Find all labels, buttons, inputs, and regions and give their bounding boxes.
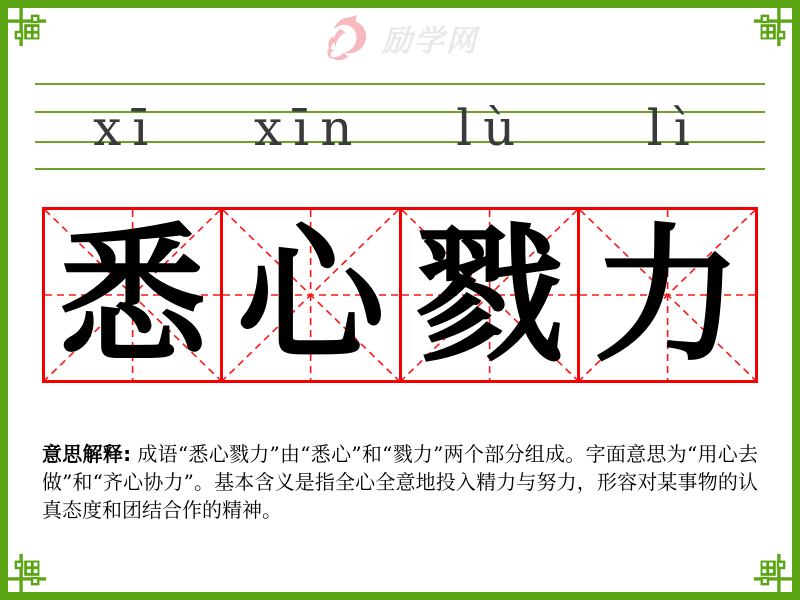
explanation-label: 意思解释:: [42, 442, 132, 466]
character-box-1: [45, 210, 223, 380]
character-box-3: [402, 210, 580, 380]
pinyin-syllable-3: lù: [456, 99, 527, 157]
pinyin-syllable-4: lì: [646, 99, 701, 157]
swirl-logo-icon: [322, 14, 376, 61]
character-grid-row: [42, 207, 758, 383]
pinyin-guide: [35, 83, 765, 173]
corner-ornament-bottom-right: [752, 552, 792, 592]
explanation-text: 成语“悉心戮力”由“悉心”和“戮力”两个部分组成。字面意思为“用心去做”和“齐心协力”。基本含义是指全心全意地投入精力与努力，形容对某事物的认真态度和团结合作的精神。: [42, 442, 759, 522]
corner-ornament-top-left: [8, 8, 48, 48]
pinyin-guideline-4: [35, 168, 765, 170]
site-watermark: [322, 14, 478, 61]
pinyin-text: [35, 99, 765, 157]
pinyin-guideline-1: [35, 83, 765, 85]
site-name: 励学网: [382, 23, 478, 59]
corner-ornament-top-right: [752, 8, 792, 48]
hanzi-character-4: 力: [593, 208, 742, 382]
character-box-4: [580, 210, 755, 380]
pinyin-syllable-1: xī: [93, 99, 160, 157]
corner-ornament-bottom-left: [8, 552, 48, 592]
hanzi-character-3: 戮: [415, 208, 564, 382]
hanzi-character-2: 心: [236, 208, 385, 382]
pinyin-syllable-2: xīn: [254, 99, 364, 157]
meaning-explanation: [42, 440, 758, 524]
character-box-2: [223, 210, 401, 380]
hanzi-character-1: 悉: [58, 208, 207, 382]
